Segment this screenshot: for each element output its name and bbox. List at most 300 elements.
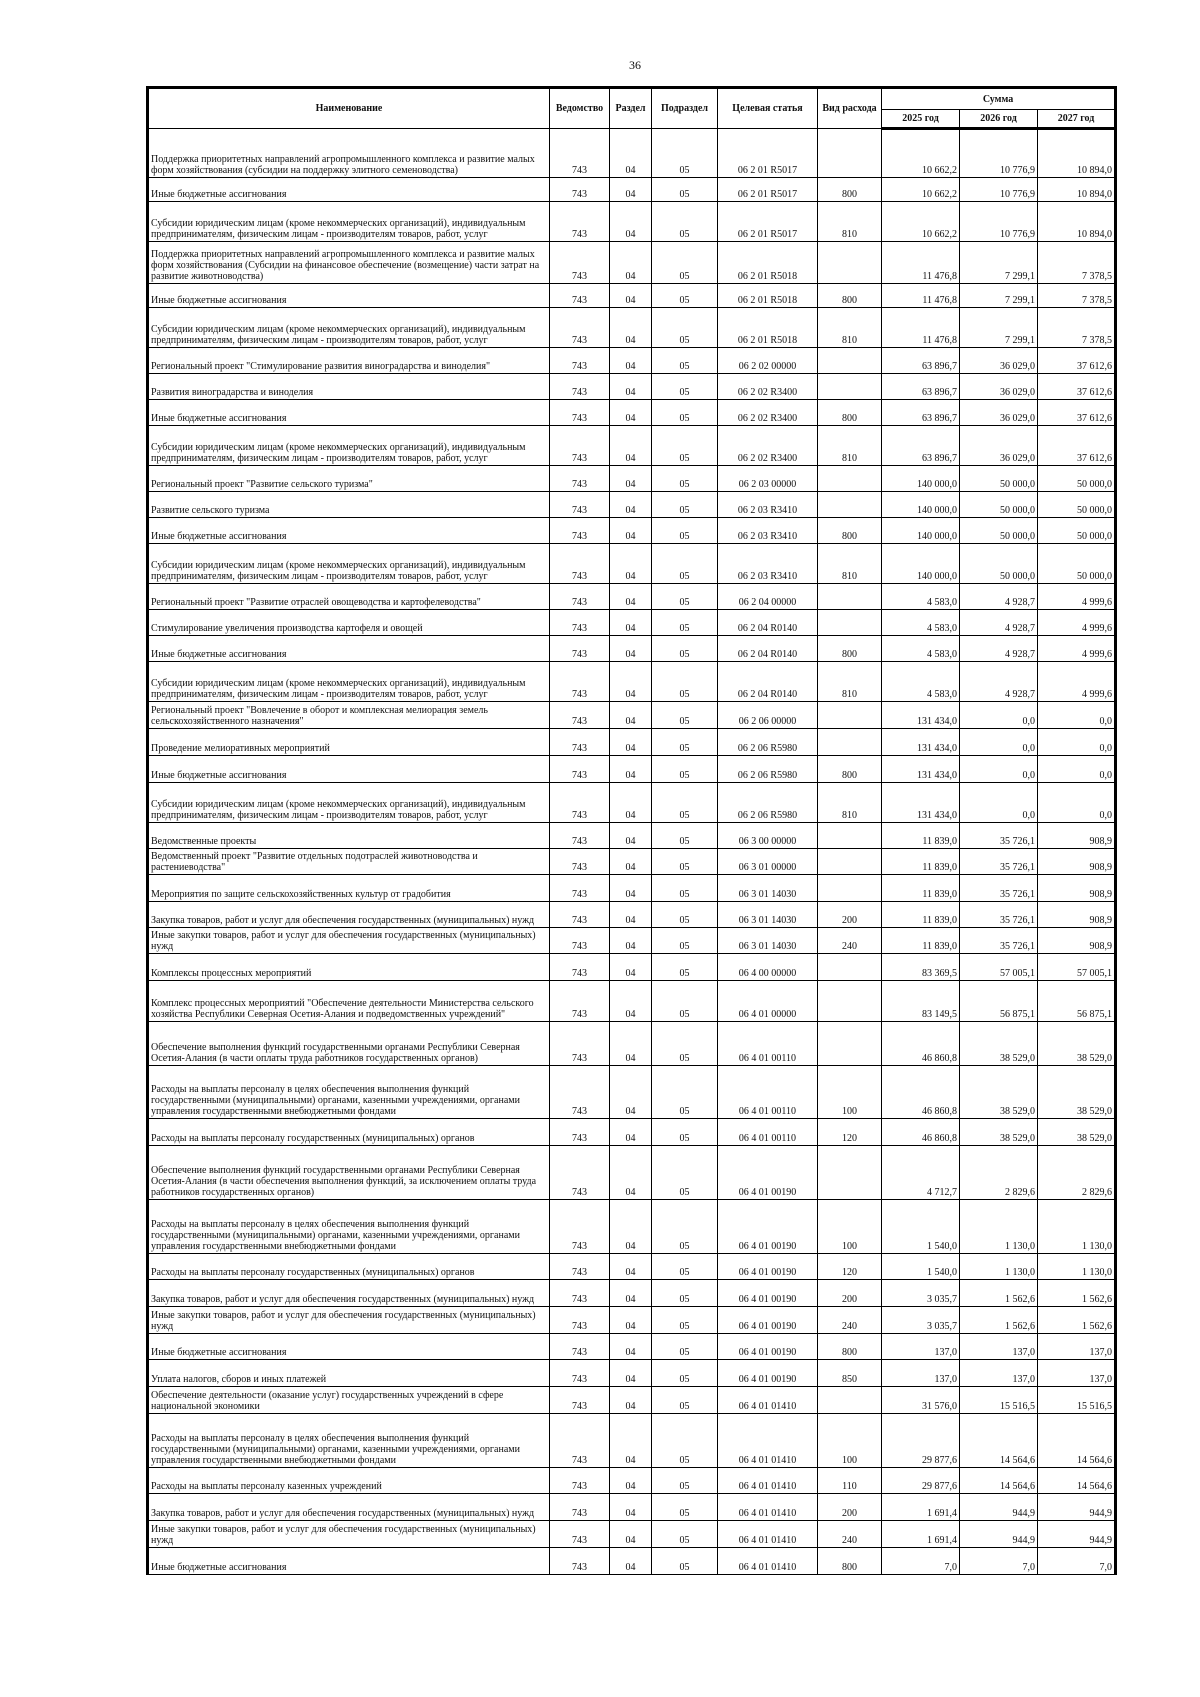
- row-subsection: 05: [652, 1306, 718, 1333]
- row-sum-2027: 50 000,0: [1038, 465, 1116, 491]
- row-exp-type: 800: [818, 283, 882, 307]
- row-sum-2027: 7 378,5: [1038, 241, 1116, 283]
- row-sum-2026: 4 928,7: [960, 609, 1038, 635]
- table-row: [148, 201, 1116, 241]
- row-sum-2026: 50 000,0: [960, 543, 1038, 583]
- row-exp-type: [818, 1145, 882, 1199]
- row-dept: 743: [550, 953, 610, 980]
- row-name: Закупка товаров, работ и услуг для обеспечения государственных (муниципальных) нужд: [148, 901, 550, 927]
- row-target: 06 4 01 01410: [718, 1386, 818, 1413]
- row-name: Комплексы процессных мероприятий: [148, 953, 550, 980]
- row-subsection: 05: [652, 782, 718, 822]
- row-sum-2026: 7,0: [960, 1547, 1038, 1574]
- row-sum-2027: 37 612,6: [1038, 425, 1116, 465]
- row-sum-2025: 1 540,0: [882, 1199, 960, 1253]
- row-dept: 743: [550, 283, 610, 307]
- row-section: 04: [610, 609, 652, 635]
- row-sum-2027: 1 562,6: [1038, 1279, 1116, 1306]
- header-2027: 2027 год: [1038, 110, 1116, 129]
- row-exp-type: [818, 848, 882, 874]
- row-subsection: 05: [652, 1118, 718, 1145]
- row-dept: 743: [550, 1413, 610, 1467]
- row-sum-2026: 137,0: [960, 1333, 1038, 1359]
- table-row: [148, 609, 1116, 635]
- row-exp-type: 800: [818, 177, 882, 201]
- row-sum-2026: 50 000,0: [960, 517, 1038, 543]
- row-sum-2025: 63 896,7: [882, 347, 960, 373]
- row-section: 04: [610, 701, 652, 728]
- row-exp-type: 810: [818, 307, 882, 347]
- row-exp-type: [818, 609, 882, 635]
- row-sum-2026: 36 029,0: [960, 373, 1038, 399]
- row-sum-2025: 11 839,0: [882, 874, 960, 901]
- row-target: 06 4 01 01410: [718, 1520, 818, 1547]
- row-sum-2027: 908,9: [1038, 848, 1116, 874]
- row-dept: 743: [550, 874, 610, 901]
- table-row: [148, 491, 1116, 517]
- row-target: 06 2 01 R5017: [718, 177, 818, 201]
- row-dept: 743: [550, 1199, 610, 1253]
- row-sum-2026: 57 005,1: [960, 953, 1038, 980]
- row-sum-2025: 7,0: [882, 1547, 960, 1574]
- row-sum-2027: 57 005,1: [1038, 953, 1116, 980]
- row-section: 04: [610, 283, 652, 307]
- row-section: 04: [610, 373, 652, 399]
- table-row: [148, 874, 1116, 901]
- table-row: [148, 373, 1116, 399]
- row-dept: 743: [550, 1467, 610, 1493]
- header-exp-type: Вид расхода: [818, 88, 882, 129]
- row-target: 06 4 01 01410: [718, 1467, 818, 1493]
- row-section: 04: [610, 1065, 652, 1118]
- row-section: 04: [610, 1145, 652, 1199]
- table-row: [148, 901, 1116, 927]
- row-sum-2027: 4 999,6: [1038, 635, 1116, 661]
- row-target: 06 4 01 00190: [718, 1279, 818, 1306]
- row-dept: 743: [550, 1333, 610, 1359]
- row-section: 04: [610, 1547, 652, 1574]
- row-sum-2026: 35 726,1: [960, 874, 1038, 901]
- budget-table: [146, 86, 1117, 1575]
- row-name: Расходы на выплаты персоналу в целях обеспечения выполнения функций государственными (муниципальными) органами, казенными учреждениями, органами управления государственными внебюджетными фондами: [148, 1199, 550, 1253]
- row-sum-2027: 38 529,0: [1038, 1065, 1116, 1118]
- row-sum-2027: 908,9: [1038, 927, 1116, 953]
- row-subsection: 05: [652, 1413, 718, 1467]
- row-sum-2025: 1 691,4: [882, 1520, 960, 1547]
- row-subsection: 05: [652, 1145, 718, 1199]
- row-sum-2025: 29 877,6: [882, 1467, 960, 1493]
- row-section: 04: [610, 728, 652, 755]
- table-row: [148, 822, 1116, 848]
- row-sum-2027: 37 612,6: [1038, 347, 1116, 373]
- table-row: [148, 701, 1116, 728]
- row-section: 04: [610, 980, 652, 1021]
- table-row: [148, 283, 1116, 307]
- row-target: 06 2 03 R3410: [718, 491, 818, 517]
- row-exp-type: [818, 241, 882, 283]
- row-dept: 743: [550, 307, 610, 347]
- row-section: 04: [610, 1118, 652, 1145]
- row-target: 06 2 03 R3410: [718, 517, 818, 543]
- row-section: 04: [610, 1413, 652, 1467]
- row-section: 04: [610, 307, 652, 347]
- row-sum-2026: 137,0: [960, 1359, 1038, 1386]
- row-sum-2025: 140 000,0: [882, 465, 960, 491]
- row-sum-2026: 944,9: [960, 1493, 1038, 1520]
- row-target: 06 2 01 R5017: [718, 201, 818, 241]
- table-row: [148, 399, 1116, 425]
- row-dept: 743: [550, 661, 610, 701]
- table-row: [148, 927, 1116, 953]
- row-dept: 743: [550, 491, 610, 517]
- row-name: Ведомственный проект "Развитие отдельных подотраслей животноводства и растениеводства": [148, 848, 550, 874]
- table-row: [148, 1118, 1116, 1145]
- row-sum-2027: 1 130,0: [1038, 1253, 1116, 1279]
- row-sum-2027: 908,9: [1038, 822, 1116, 848]
- row-exp-type: 810: [818, 543, 882, 583]
- row-target: 06 4 01 00000: [718, 980, 818, 1021]
- row-exp-type: [818, 874, 882, 901]
- row-dept: 743: [550, 177, 610, 201]
- table-row: [148, 1493, 1116, 1520]
- row-exp-type: [818, 701, 882, 728]
- table-row: [148, 1359, 1116, 1386]
- row-dept: 743: [550, 980, 610, 1021]
- row-target: 06 2 02 R3400: [718, 425, 818, 465]
- row-sum-2026: 15 516,5: [960, 1386, 1038, 1413]
- row-section: 04: [610, 465, 652, 491]
- row-dept: 743: [550, 139, 610, 177]
- table-body: [148, 129, 1116, 1575]
- row-sum-2027: 944,9: [1038, 1493, 1116, 1520]
- row-dept: 743: [550, 465, 610, 491]
- row-section: 04: [610, 874, 652, 901]
- table-row: [148, 1413, 1116, 1467]
- row-name: Иные бюджетные ассигнования: [148, 1547, 550, 1574]
- row-subsection: 05: [652, 543, 718, 583]
- row-section: 04: [610, 848, 652, 874]
- row-exp-type: [818, 491, 882, 517]
- row-sum-2025: 4 583,0: [882, 609, 960, 635]
- row-sum-2026: 50 000,0: [960, 465, 1038, 491]
- row-sum-2025: 46 860,8: [882, 1065, 960, 1118]
- row-exp-type: 240: [818, 1306, 882, 1333]
- row-exp-type: 800: [818, 517, 882, 543]
- row-section: 04: [610, 241, 652, 283]
- row-name: Иные закупки товаров, работ и услуг для обеспечения государственных (муниципальных) нужд: [148, 927, 550, 953]
- row-sum-2027: 2 829,6: [1038, 1145, 1116, 1199]
- row-exp-type: 200: [818, 1493, 882, 1520]
- table-row: [148, 1520, 1116, 1547]
- row-section: 04: [610, 491, 652, 517]
- row-name: Региональный проект "Вовлечение в оборот и комплексная мелиорация земель сельскохозяйственного назначения": [148, 701, 550, 728]
- row-sum-2027: 908,9: [1038, 874, 1116, 901]
- row-subsection: 05: [652, 1279, 718, 1306]
- row-sum-2026: 50 000,0: [960, 491, 1038, 517]
- row-sum-2027: 50 000,0: [1038, 491, 1116, 517]
- row-subsection: 05: [652, 848, 718, 874]
- row-name: Расходы на выплаты персоналу государственных (муниципальных) органов: [148, 1253, 550, 1279]
- row-exp-type: [818, 139, 882, 177]
- row-sum-2025: 137,0: [882, 1333, 960, 1359]
- row-section: 04: [610, 1253, 652, 1279]
- row-sum-2026: 35 726,1: [960, 901, 1038, 927]
- row-name: Обеспечение деятельности (оказание услуг) государственных учреждений в сфере национальной экономики: [148, 1386, 550, 1413]
- table-row: [148, 1306, 1116, 1333]
- row-sum-2026: 36 029,0: [960, 347, 1038, 373]
- row-subsection: 05: [652, 701, 718, 728]
- row-dept: 743: [550, 1547, 610, 1574]
- row-exp-type: [818, 465, 882, 491]
- row-target: 06 4 01 00110: [718, 1065, 818, 1118]
- row-target: 06 4 01 00110: [718, 1118, 818, 1145]
- row-sum-2027: 7 378,5: [1038, 283, 1116, 307]
- row-exp-type: 200: [818, 901, 882, 927]
- row-sum-2025: 10 662,2: [882, 139, 960, 177]
- row-sum-2025: 140 000,0: [882, 491, 960, 517]
- row-name: Закупка товаров, работ и услуг для обеспечения государственных (муниципальных) нужд: [148, 1279, 550, 1306]
- row-name: Иные бюджетные ассигнования: [148, 283, 550, 307]
- row-sum-2026: 0,0: [960, 728, 1038, 755]
- row-sum-2027: 4 999,6: [1038, 583, 1116, 609]
- row-name: Иные бюджетные ассигнования: [148, 177, 550, 201]
- header-dept: Ведомство: [550, 88, 610, 129]
- row-sum-2025: 11 839,0: [882, 822, 960, 848]
- row-sum-2026: 1 130,0: [960, 1253, 1038, 1279]
- row-subsection: 05: [652, 755, 718, 782]
- row-subsection: 05: [652, 1547, 718, 1574]
- row-subsection: 05: [652, 307, 718, 347]
- row-target: 06 2 03 R3410: [718, 543, 818, 583]
- row-sum-2025: 3 035,7: [882, 1306, 960, 1333]
- row-sum-2026: 1 562,6: [960, 1279, 1038, 1306]
- table-row: [148, 1547, 1116, 1574]
- row-section: 04: [610, 347, 652, 373]
- row-dept: 743: [550, 1021, 610, 1065]
- row-dept: 743: [550, 425, 610, 465]
- row-name: Обеспечение выполнения функций государственными органами Республики Северная Осетия-Алания (в части оплаты труда работников государственных органов): [148, 1021, 550, 1065]
- row-sum-2025: 10 662,2: [882, 177, 960, 201]
- row-exp-type: [818, 980, 882, 1021]
- table-row: [148, 517, 1116, 543]
- table-row: [148, 1145, 1116, 1199]
- row-dept: 743: [550, 1520, 610, 1547]
- row-dept: 743: [550, 1065, 610, 1118]
- row-name: Субсидии юридическим лицам (кроме некоммерческих организаций), индивидуальным предпринимателям, физическим лицам - производителям товаров, работ, услуг: [148, 425, 550, 465]
- row-sum-2027: 0,0: [1038, 755, 1116, 782]
- row-sum-2027: 50 000,0: [1038, 517, 1116, 543]
- row-sum-2027: 14 564,6: [1038, 1467, 1116, 1493]
- row-sum-2026: 36 029,0: [960, 399, 1038, 425]
- table-row: [148, 848, 1116, 874]
- row-sum-2025: 11 839,0: [882, 848, 960, 874]
- row-name: Субсидии юридическим лицам (кроме некоммерческих организаций), индивидуальным предпринимателям, физическим лицам - производителям товаров, работ, услуг: [148, 307, 550, 347]
- row-exp-type: 100: [818, 1413, 882, 1467]
- row-sum-2026: 10 776,9: [960, 139, 1038, 177]
- table-row: [148, 347, 1116, 373]
- row-exp-type: 120: [818, 1118, 882, 1145]
- row-name: Иные бюджетные ассигнования: [148, 755, 550, 782]
- row-name: Развития виноградарства и виноделия: [148, 373, 550, 399]
- row-exp-type: 200: [818, 1279, 882, 1306]
- table-row: [148, 1253, 1116, 1279]
- row-dept: 743: [550, 373, 610, 399]
- row-section: 04: [610, 177, 652, 201]
- table-row: [148, 1386, 1116, 1413]
- row-name: Обеспечение выполнения функций государственными органами Республики Северная Осетия-Алания (в части обеспечения выполнения функций, за исключением оплаты труда работников государственных органов): [148, 1145, 550, 1199]
- row-sum-2025: 83 149,5: [882, 980, 960, 1021]
- row-dept: 743: [550, 347, 610, 373]
- row-sum-2025: 83 369,5: [882, 953, 960, 980]
- row-exp-type: 810: [818, 661, 882, 701]
- row-exp-type: [818, 347, 882, 373]
- row-subsection: 05: [652, 1333, 718, 1359]
- row-target: 06 3 01 14030: [718, 901, 818, 927]
- row-dept: 743: [550, 728, 610, 755]
- row-target: 06 4 01 01410: [718, 1413, 818, 1467]
- row-sum-2027: 0,0: [1038, 701, 1116, 728]
- row-sum-2027: 137,0: [1038, 1359, 1116, 1386]
- row-sum-2026: 35 726,1: [960, 822, 1038, 848]
- row-subsection: 05: [652, 517, 718, 543]
- row-target: 06 2 01 R5018: [718, 283, 818, 307]
- row-sum-2025: 4 712,7: [882, 1145, 960, 1199]
- table-row: [148, 139, 1116, 177]
- row-exp-type: 810: [818, 782, 882, 822]
- row-exp-type: [818, 1386, 882, 1413]
- row-exp-type: 810: [818, 425, 882, 465]
- row-subsection: 05: [652, 491, 718, 517]
- row-name: Субсидии юридическим лицам (кроме некоммерческих организаций), индивидуальным предпринимателям, физическим лицам - производителям товаров, работ, услуг: [148, 543, 550, 583]
- row-sum-2026: 36 029,0: [960, 425, 1038, 465]
- row-dept: 743: [550, 1386, 610, 1413]
- row-sum-2027: 0,0: [1038, 782, 1116, 822]
- row-sum-2025: 10 662,2: [882, 201, 960, 241]
- table-row: [148, 782, 1116, 822]
- row-section: 04: [610, 1306, 652, 1333]
- row-sum-2026: 0,0: [960, 755, 1038, 782]
- row-sum-2026: 38 529,0: [960, 1021, 1038, 1065]
- row-subsection: 05: [652, 728, 718, 755]
- row-sum-2026: 38 529,0: [960, 1118, 1038, 1145]
- row-name: Субсидии юридическим лицам (кроме некоммерческих организаций), индивидуальным предпринимателям, физическим лицам - производителям товаров, работ, услуг: [148, 782, 550, 822]
- row-sum-2027: 1 130,0: [1038, 1199, 1116, 1253]
- row-exp-type: 800: [818, 1547, 882, 1574]
- row-subsection: 05: [652, 201, 718, 241]
- row-sum-2026: 35 726,1: [960, 848, 1038, 874]
- row-subsection: 05: [652, 1386, 718, 1413]
- row-dept: 743: [550, 1118, 610, 1145]
- header-subsection: Подраздел: [652, 88, 718, 129]
- row-subsection: 05: [652, 874, 718, 901]
- row-subsection: 05: [652, 241, 718, 283]
- row-target: 06 4 01 00190: [718, 1253, 818, 1279]
- row-section: 04: [610, 1199, 652, 1253]
- row-sum-2027: 7 378,5: [1038, 307, 1116, 347]
- row-sum-2026: 4 928,7: [960, 661, 1038, 701]
- row-section: 04: [610, 1359, 652, 1386]
- table-row: [148, 953, 1116, 980]
- table-row: [148, 1021, 1116, 1065]
- row-name: Региональный проект "Развитие сельского туризма": [148, 465, 550, 491]
- row-target: 06 2 06 R5980: [718, 782, 818, 822]
- row-sum-2025: 131 434,0: [882, 701, 960, 728]
- row-sum-2026: 944,9: [960, 1520, 1038, 1547]
- row-name: Уплата налогов, сборов и иных платежей: [148, 1359, 550, 1386]
- row-sum-2027: 14 564,6: [1038, 1413, 1116, 1467]
- row-sum-2026: 10 776,9: [960, 177, 1038, 201]
- table-row: [148, 543, 1116, 583]
- row-sum-2025: 1 540,0: [882, 1253, 960, 1279]
- row-target: 06 4 01 00190: [718, 1359, 818, 1386]
- row-name: Проведение мелиоративных мероприятий: [148, 728, 550, 755]
- row-dept: 743: [550, 241, 610, 283]
- row-dept: 743: [550, 822, 610, 848]
- row-subsection: 05: [652, 1467, 718, 1493]
- table-row: [148, 1065, 1116, 1118]
- row-section: 04: [610, 1493, 652, 1520]
- row-exp-type: 800: [818, 399, 882, 425]
- row-section: 04: [610, 1467, 652, 1493]
- row-name: Иные бюджетные ассигнования: [148, 1333, 550, 1359]
- row-dept: 743: [550, 782, 610, 822]
- row-subsection: 05: [652, 661, 718, 701]
- row-section: 04: [610, 953, 652, 980]
- row-section: 04: [610, 399, 652, 425]
- row-sum-2027: 10 894,0: [1038, 139, 1116, 177]
- row-dept: 743: [550, 1359, 610, 1386]
- row-dept: 743: [550, 517, 610, 543]
- row-sum-2027: 0,0: [1038, 728, 1116, 755]
- row-target: 06 4 01 01410: [718, 1493, 818, 1520]
- row-subsection: 05: [652, 980, 718, 1021]
- header-section: Раздел: [610, 88, 652, 129]
- row-section: 04: [610, 1386, 652, 1413]
- row-sum-2026: 14 564,6: [960, 1467, 1038, 1493]
- table-row: [148, 1199, 1116, 1253]
- row-exp-type: 800: [818, 755, 882, 782]
- row-name: Субсидии юридическим лицам (кроме некоммерческих организаций), индивидуальным предпринимателям, физическим лицам - производителям товаров, работ, услуг: [148, 201, 550, 241]
- row-sum-2025: 11 476,8: [882, 283, 960, 307]
- row-name: Расходы на выплаты персоналу государственных (муниципальных) органов: [148, 1118, 550, 1145]
- row-sum-2027: 50 000,0: [1038, 543, 1116, 583]
- row-exp-type: [818, 728, 882, 755]
- row-target: 06 2 06 00000: [718, 701, 818, 728]
- row-dept: 743: [550, 635, 610, 661]
- row-sum-2026: 0,0: [960, 782, 1038, 822]
- row-target: 06 3 01 00000: [718, 848, 818, 874]
- row-dept: 743: [550, 583, 610, 609]
- row-subsection: 05: [652, 609, 718, 635]
- row-name: Комплекс процессных мероприятий "Обеспечение деятельности Министерства сельского хозяйства Республики Северная Осетия-Алания и подведомственных учреждений": [148, 980, 550, 1021]
- table-row: [148, 177, 1116, 201]
- row-dept: 743: [550, 1493, 610, 1520]
- row-sum-2026: 1 562,6: [960, 1306, 1038, 1333]
- row-sum-2025: 3 035,7: [882, 1279, 960, 1306]
- row-section: 04: [610, 755, 652, 782]
- row-sum-2025: 4 583,0: [882, 583, 960, 609]
- table-row: [148, 635, 1116, 661]
- row-name: Иные бюджетные ассигнования: [148, 399, 550, 425]
- header-2026: 2026 год: [960, 110, 1038, 129]
- row-sum-2026: 2 829,6: [960, 1145, 1038, 1199]
- row-exp-type: 240: [818, 927, 882, 953]
- row-target: 06 4 01 00190: [718, 1333, 818, 1359]
- row-dept: 743: [550, 701, 610, 728]
- row-sum-2025: 31 576,0: [882, 1386, 960, 1413]
- row-sum-2027: 37 612,6: [1038, 373, 1116, 399]
- row-subsection: 05: [652, 399, 718, 425]
